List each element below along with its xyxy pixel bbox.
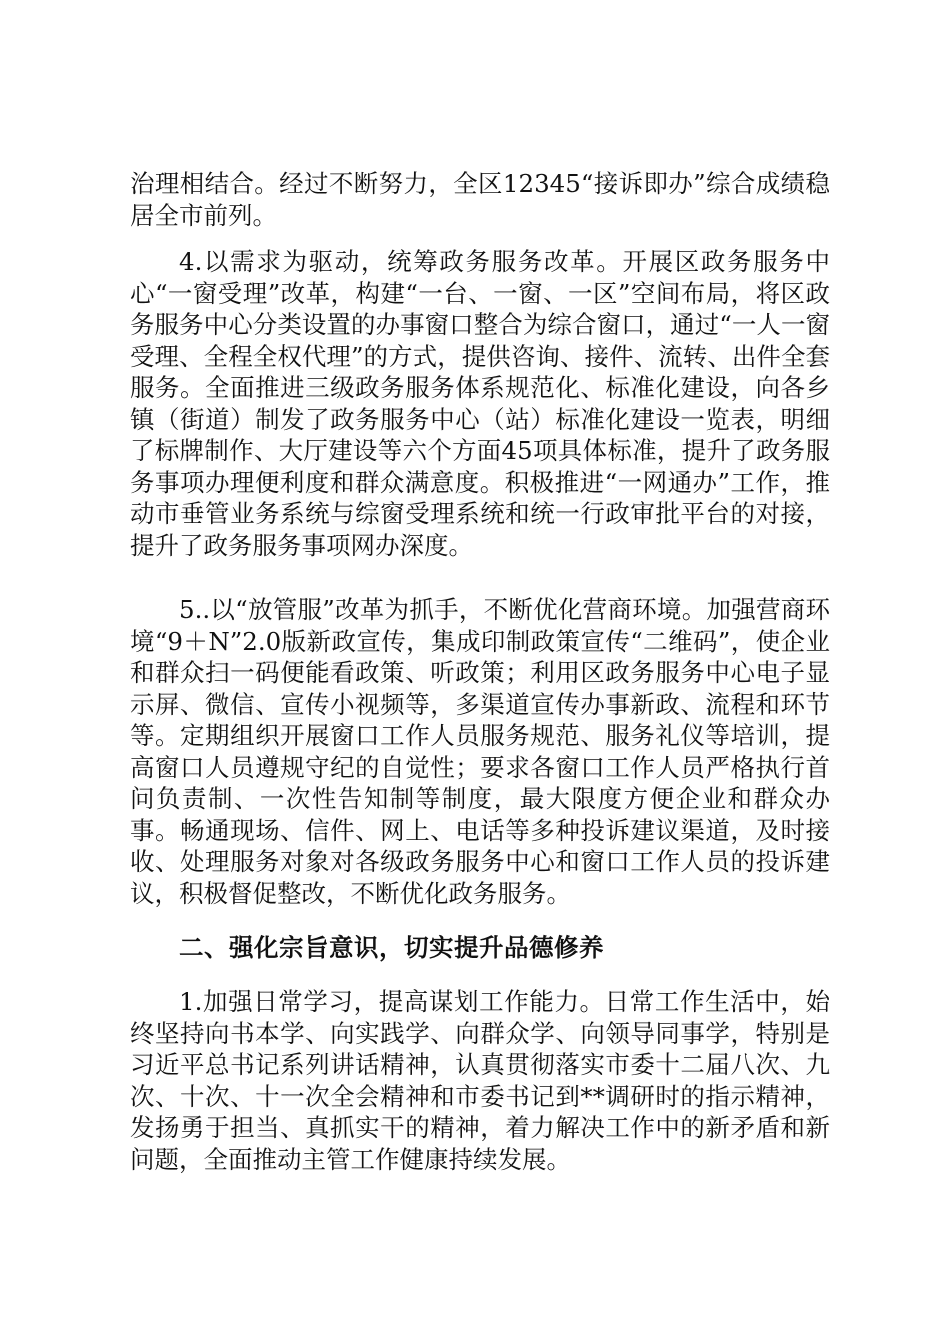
paragraph-item-5: 5..以“放管服”改革为抓手，不断优化营商环境。加强营商环境“9＋N”2.0版新政宣传，集成印制政策宣传“二维码”，使企业和群众扫一码便能看政策、听政策；利用区政务服务中心电子显示屏、微信、宣传小视频等，多渠道宣传办事新政、流程和环节等。定期组织开展窗口工作人员服务规范、服务礼仪等培训，提高窗口人员遵规守纪的自觉性；要求各窗口工作人员严格执行首问负责制、一次性告知制等制度，最大限度方便企业和群众办事。畅通现场、信件、网上、电话等多种投诉建议渠道，及时接收、处理服务对象对各级政务服务中心和窗口工作人员的投诉建议，积极督促整改，不断优化政务服务。 [130, 595, 830, 908]
paragraph-item-4: 4.以需求为驱动，统筹政务服务改革。开展区政务服务中心“一窗受理”改革，构建“一台、一窗、一区”空间布局，将区政务服务中心分类设置的办事窗口整合为综合窗口，通过“一人一窗受理、全程全权代理”的方式，提供咨询、接件、流转、出件全套服务。全面推进三级政务服务体系规范化、标准化建设，向各乡镇（街道）制发了政务服务中心（站）标准化建设一览表，明细了标牌制作、大厅建设等六个方面45项具体标准，提升了政务服务事项办理便利度和群众满意度。积极推进“一网通办”工作，推动市垂管业务系统与综窗受理系统和统一行政审批平台的对接，提升了政务服务事项网办深度。 [130, 247, 830, 560]
section-heading-2: 二、强化宗旨意识，切实提升品德修养 [179, 933, 604, 962]
paragraph-continuation: 治理相结合。经过不断努力，全区12345“接诉即办”综合成绩稳居全市前列。 [130, 169, 830, 230]
paragraph-item-1: 1.加强日常学习，提高谋划工作能力。日常工作生活中，始终坚持向书本学、向实践学、向群众学、向领导同事学，特别是习近平总书记系列讲话精神，认真贯彻落实市委十二届八次、九次、十次、十一次全会精神和市委书记到**调研时的指示精神，发扬勇于担当、真抓实干的精神，着力解决工作中的新矛盾和新问题，全面推动主管工作健康持续发展。 [130, 987, 830, 1174]
